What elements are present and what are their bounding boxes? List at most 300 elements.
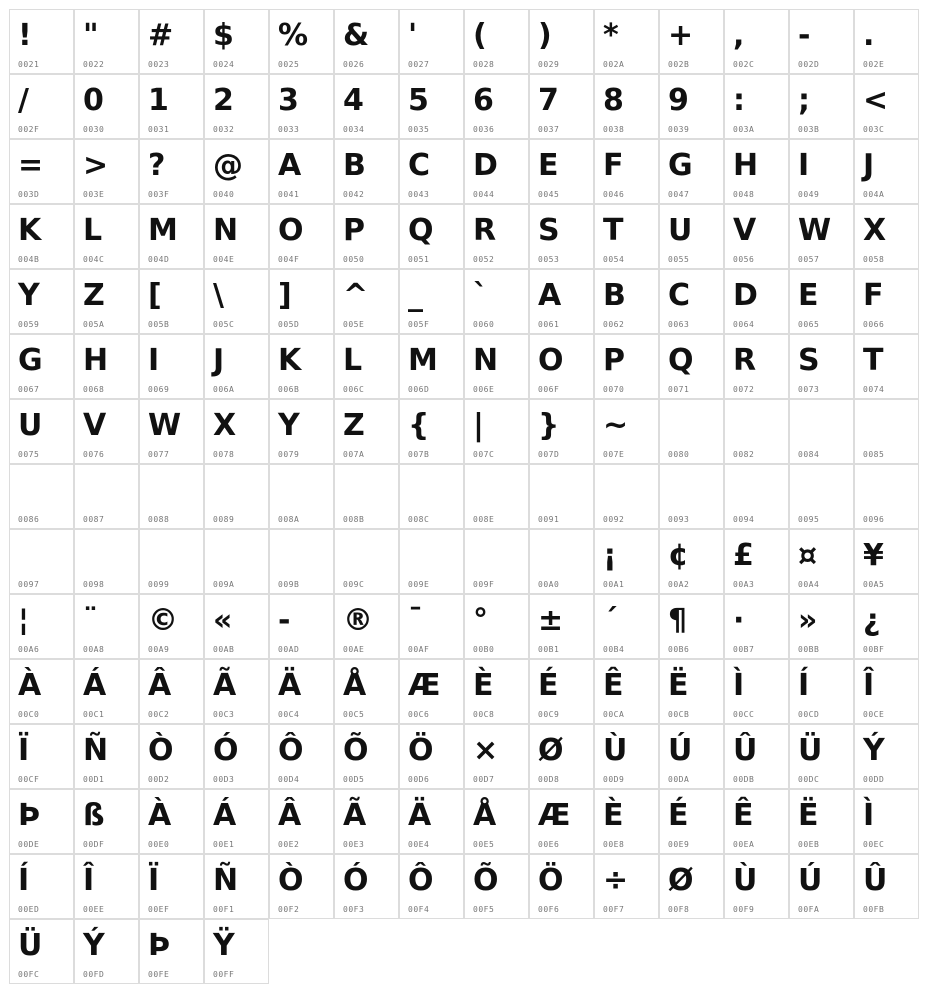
glyph-code: 00CA bbox=[603, 710, 625, 719]
glyph-code: 005D bbox=[278, 320, 300, 329]
glyph-cell bbox=[789, 594, 854, 659]
glyph-code: 005E bbox=[343, 320, 365, 329]
glyph-cell bbox=[724, 659, 789, 724]
glyph-cell bbox=[789, 789, 854, 854]
glyph-cell bbox=[789, 854, 854, 919]
glyph-char: Å bbox=[343, 668, 367, 703]
glyph-char: : bbox=[733, 83, 745, 118]
glyph-char: ` bbox=[473, 278, 488, 313]
glyph-code: 00D5 bbox=[343, 775, 365, 784]
glyph-char: _ bbox=[408, 278, 423, 313]
glyph-cell bbox=[399, 399, 464, 464]
glyph-cell bbox=[139, 9, 204, 74]
glyph-cell bbox=[334, 724, 399, 789]
glyph-code: 0040 bbox=[213, 190, 235, 199]
glyph-code: 008A bbox=[278, 515, 300, 524]
glyph-char: Ò bbox=[278, 863, 304, 898]
glyph-cell bbox=[659, 724, 724, 789]
glyph-code: 00B0 bbox=[473, 645, 495, 654]
glyph-cell bbox=[659, 594, 724, 659]
glyph-char: P bbox=[343, 213, 365, 248]
glyph-char: B bbox=[603, 278, 626, 313]
glyph-cell bbox=[789, 139, 854, 204]
glyph-char: É bbox=[668, 798, 689, 833]
glyph-char: ¶ bbox=[668, 603, 688, 638]
glyph-code: 00F6 bbox=[538, 905, 560, 914]
glyph-char: ¿ bbox=[863, 603, 881, 638]
glyph-char: I bbox=[148, 343, 160, 378]
glyph-code: 00D6 bbox=[408, 775, 430, 784]
glyph-cell bbox=[334, 789, 399, 854]
glyph-code: 00ED bbox=[18, 905, 40, 914]
glyph-code: 004F bbox=[278, 255, 300, 264]
glyph-code: 0024 bbox=[213, 60, 235, 69]
glyph-char: J bbox=[863, 148, 875, 183]
glyph-char: Ú bbox=[798, 863, 823, 898]
glyph-code: 00AB bbox=[213, 645, 235, 654]
glyph-cell bbox=[334, 594, 399, 659]
glyph-char: Æ bbox=[538, 798, 571, 833]
glyph-code: 00D9 bbox=[603, 775, 625, 784]
glyph-char: ) bbox=[538, 18, 552, 53]
glyph-cell bbox=[594, 269, 659, 334]
glyph-code: 0060 bbox=[473, 320, 495, 329]
glyph-char: × bbox=[473, 733, 499, 768]
glyph-char: Z bbox=[83, 278, 105, 313]
glyph-char: T bbox=[863, 343, 884, 378]
glyph-code: 002B bbox=[668, 60, 690, 69]
glyph-code: 0062 bbox=[603, 320, 625, 329]
glyph-code: 00F8 bbox=[668, 905, 690, 914]
glyph-code: 00EF bbox=[148, 905, 170, 914]
glyph-cell bbox=[724, 399, 789, 464]
glyph-code: 006E bbox=[473, 385, 495, 394]
glyph-char: Þ bbox=[148, 928, 171, 963]
glyph-char: { bbox=[408, 408, 430, 443]
glyph-cell bbox=[139, 399, 204, 464]
glyph-code: 0070 bbox=[603, 385, 625, 394]
glyph-char: , bbox=[733, 18, 745, 53]
glyph-cell bbox=[659, 334, 724, 399]
glyph-code: 003C bbox=[863, 125, 885, 134]
glyph-code: 00EE bbox=[83, 905, 105, 914]
glyph-char: W bbox=[148, 408, 182, 443]
glyph-char: £ bbox=[733, 538, 754, 573]
glyph-char: Ý bbox=[863, 733, 885, 768]
glyph-char: Ó bbox=[213, 733, 239, 768]
glyph-cell bbox=[139, 659, 204, 724]
glyph-cell bbox=[464, 789, 529, 854]
glyph-cell bbox=[529, 594, 594, 659]
glyph-code: 00F7 bbox=[603, 905, 625, 914]
glyph-cell bbox=[74, 139, 139, 204]
glyph-char: Ë bbox=[798, 798, 819, 833]
glyph-char: Ì bbox=[733, 668, 745, 703]
glyph-cell bbox=[139, 334, 204, 399]
glyph-code: 0077 bbox=[148, 450, 170, 459]
glyph-cell bbox=[854, 74, 919, 139]
glyph-cell bbox=[399, 334, 464, 399]
glyph-cell bbox=[854, 529, 919, 594]
glyph-code: 003F bbox=[148, 190, 170, 199]
glyph-cell bbox=[204, 854, 269, 919]
glyph-char: N bbox=[213, 213, 239, 248]
glyph-cell bbox=[269, 594, 334, 659]
glyph-code: 00D4 bbox=[278, 775, 300, 784]
glyph-code: 00C5 bbox=[343, 710, 365, 719]
glyph-code: 004B bbox=[18, 255, 40, 264]
glyph-cell bbox=[139, 269, 204, 334]
glyph-code: 0023 bbox=[148, 60, 170, 69]
glyph-char: Á bbox=[213, 798, 237, 833]
glyph-code: 0021 bbox=[18, 60, 40, 69]
glyph-char: Ã bbox=[343, 798, 367, 833]
glyph-char: Ò bbox=[148, 733, 174, 768]
glyph-char: Q bbox=[668, 343, 694, 378]
glyph-char: S bbox=[538, 213, 560, 248]
glyph-char: Û bbox=[863, 863, 888, 898]
glyph-cell bbox=[139, 919, 204, 984]
glyph-code: 00A6 bbox=[18, 645, 40, 654]
glyph-code: 0022 bbox=[83, 60, 105, 69]
glyph-char: S bbox=[798, 343, 820, 378]
glyph-cell bbox=[139, 854, 204, 919]
glyph-code: 0068 bbox=[83, 385, 105, 394]
glyph-char: ( bbox=[473, 18, 487, 53]
glyph-char: ´ bbox=[603, 603, 618, 638]
glyph-cell bbox=[529, 724, 594, 789]
glyph-code: 0098 bbox=[83, 580, 105, 589]
glyph-code: 0052 bbox=[473, 255, 495, 264]
glyph-cell bbox=[139, 724, 204, 789]
glyph-cell bbox=[9, 139, 74, 204]
glyph-char: E bbox=[798, 278, 819, 313]
glyph-code: 0055 bbox=[668, 255, 690, 264]
glyph-code: 00CD bbox=[798, 710, 820, 719]
glyph-char: Ö bbox=[408, 733, 434, 768]
glyph-char: M bbox=[148, 213, 178, 248]
glyph-cell bbox=[204, 334, 269, 399]
glyph-cell bbox=[464, 659, 529, 724]
glyph-char: D bbox=[733, 278, 758, 313]
glyph-cell bbox=[399, 139, 464, 204]
glyph-char: L bbox=[83, 213, 103, 248]
glyph-code: 003B bbox=[798, 125, 820, 134]
glyph-cell bbox=[594, 399, 659, 464]
glyph-cell bbox=[269, 399, 334, 464]
glyph-code: 00F9 bbox=[733, 905, 755, 914]
glyph-code: 006C bbox=[343, 385, 365, 394]
glyph-cell bbox=[9, 9, 74, 74]
glyph-code: 005F bbox=[408, 320, 430, 329]
glyph-char: V bbox=[733, 213, 757, 248]
glyph-cell bbox=[724, 269, 789, 334]
glyph-code: 00BF bbox=[863, 645, 885, 654]
glyph-code: 003D bbox=[18, 190, 40, 199]
glyph-cell bbox=[659, 204, 724, 269]
glyph-char: Q bbox=[408, 213, 434, 248]
glyph-char: - bbox=[798, 18, 811, 53]
glyph-code: 0097 bbox=[18, 580, 40, 589]
glyph-code: 0030 bbox=[83, 125, 105, 134]
glyph-char: Ñ bbox=[83, 733, 109, 768]
glyph-code: 0066 bbox=[863, 320, 885, 329]
glyph-cell bbox=[74, 529, 139, 594]
glyph-cell bbox=[74, 74, 139, 139]
glyph-code: 0039 bbox=[668, 125, 690, 134]
glyph-code: 0059 bbox=[18, 320, 40, 329]
glyph-char: 6 bbox=[473, 83, 494, 118]
glyph-code: 00DD bbox=[863, 775, 885, 784]
glyph-char: È bbox=[603, 798, 624, 833]
glyph-cell bbox=[399, 204, 464, 269]
glyph-code: 0091 bbox=[538, 515, 560, 524]
glyph-cell bbox=[659, 399, 724, 464]
glyph-char: Ô bbox=[408, 863, 434, 898]
glyph-cell bbox=[464, 464, 529, 529]
glyph-code: 0093 bbox=[668, 515, 690, 524]
glyph-char: 5 bbox=[408, 83, 429, 118]
glyph-code: 0087 bbox=[83, 515, 105, 524]
glyph-code: 00E4 bbox=[408, 840, 430, 849]
glyph-char: Ù bbox=[603, 733, 628, 768]
glyph-cell bbox=[464, 139, 529, 204]
glyph-cell bbox=[789, 724, 854, 789]
glyph-cell bbox=[74, 9, 139, 74]
glyph-code: 0089 bbox=[213, 515, 235, 524]
glyph-char: $ bbox=[213, 18, 234, 53]
glyph-char: ^ bbox=[343, 278, 369, 313]
glyph-code: 0099 bbox=[148, 580, 170, 589]
glyph-code: 0078 bbox=[213, 450, 235, 459]
glyph-cell bbox=[529, 789, 594, 854]
glyph-code: 00EA bbox=[733, 840, 755, 849]
glyph-code: 0036 bbox=[473, 125, 495, 134]
glyph-cell bbox=[594, 74, 659, 139]
glyph-char: Á bbox=[83, 668, 107, 703]
glyph-cell bbox=[74, 464, 139, 529]
glyph-code: 0056 bbox=[733, 255, 755, 264]
glyph-char: ? bbox=[148, 148, 166, 183]
glyph-cell bbox=[529, 74, 594, 139]
glyph-cell bbox=[74, 919, 139, 984]
glyph-char: O bbox=[538, 343, 564, 378]
glyph-cell bbox=[854, 724, 919, 789]
glyph-code: 0053 bbox=[538, 255, 560, 264]
glyph-cell bbox=[854, 139, 919, 204]
glyph-cell bbox=[464, 724, 529, 789]
glyph-char: H bbox=[83, 343, 109, 378]
glyph-char: Î bbox=[83, 863, 95, 898]
glyph-cell bbox=[269, 334, 334, 399]
glyph-code: 00D1 bbox=[83, 775, 105, 784]
glyph-code: 007D bbox=[538, 450, 560, 459]
glyph-code: 00EB bbox=[798, 840, 820, 849]
glyph-code: 0088 bbox=[148, 515, 170, 524]
glyph-char: 8 bbox=[603, 83, 624, 118]
glyph-code: 00E6 bbox=[538, 840, 560, 849]
glyph-cell bbox=[464, 334, 529, 399]
glyph-code: 0031 bbox=[148, 125, 170, 134]
glyph-code: 0029 bbox=[538, 60, 560, 69]
glyph-cell bbox=[334, 269, 399, 334]
glyph-code: 00DF bbox=[83, 840, 105, 849]
glyph-char: © bbox=[148, 603, 178, 638]
glyph-char: ¯ bbox=[408, 603, 423, 638]
glyph-char: X bbox=[863, 213, 887, 248]
glyph-char: G bbox=[18, 343, 43, 378]
glyph-code: 00A5 bbox=[863, 580, 885, 589]
glyph-code: 003E bbox=[83, 190, 105, 199]
glyph-char: 2 bbox=[213, 83, 234, 118]
glyph-cell bbox=[269, 529, 334, 594]
glyph-cell bbox=[529, 9, 594, 74]
glyph-code: 008C bbox=[408, 515, 430, 524]
glyph-cell bbox=[594, 464, 659, 529]
glyph-char: W bbox=[798, 213, 832, 248]
glyph-code: 0035 bbox=[408, 125, 430, 134]
glyph-cell bbox=[659, 139, 724, 204]
glyph-cell bbox=[334, 659, 399, 724]
glyph-char: ° bbox=[473, 603, 488, 638]
glyph-char: B bbox=[343, 148, 366, 183]
glyph-cell bbox=[724, 464, 789, 529]
glyph-cell bbox=[399, 594, 464, 659]
glyph-code: 0037 bbox=[538, 125, 560, 134]
glyph-code: 0086 bbox=[18, 515, 40, 524]
glyph-code: 009A bbox=[213, 580, 235, 589]
glyph-cell bbox=[724, 594, 789, 659]
glyph-char: P bbox=[603, 343, 625, 378]
glyph-code: 0042 bbox=[343, 190, 365, 199]
glyph-cell bbox=[269, 204, 334, 269]
glyph-char: Ï bbox=[148, 863, 160, 898]
glyph-cell bbox=[139, 789, 204, 854]
glyph-cell bbox=[789, 659, 854, 724]
glyph-cell bbox=[399, 724, 464, 789]
glyph-cell bbox=[659, 269, 724, 334]
glyph-code: 00DA bbox=[668, 775, 690, 784]
glyph-char: R bbox=[473, 213, 497, 248]
glyph-cell bbox=[204, 659, 269, 724]
glyph-code: 005B bbox=[148, 320, 170, 329]
glyph-cell bbox=[789, 269, 854, 334]
glyph-char: ¨ bbox=[83, 603, 98, 638]
glyph-cell bbox=[74, 854, 139, 919]
glyph-cell bbox=[724, 9, 789, 74]
glyph-cell bbox=[789, 9, 854, 74]
glyph-char: . bbox=[863, 18, 875, 53]
glyph-char: Ë bbox=[668, 668, 689, 703]
glyph-char: ® bbox=[343, 603, 373, 638]
glyph-char: Ú bbox=[668, 733, 693, 768]
glyph-code: 0027 bbox=[408, 60, 430, 69]
glyph-char: * bbox=[603, 18, 619, 53]
glyph-char: Â bbox=[278, 798, 302, 833]
glyph-cell bbox=[204, 789, 269, 854]
glyph-code: 0032 bbox=[213, 125, 235, 134]
glyph-code: 00C1 bbox=[83, 710, 105, 719]
glyph-cell bbox=[204, 594, 269, 659]
glyph-code: 00B1 bbox=[538, 645, 560, 654]
glyph-code: 002C bbox=[733, 60, 755, 69]
glyph-cell bbox=[464, 269, 529, 334]
glyph-cell bbox=[9, 399, 74, 464]
glyph-cell bbox=[9, 204, 74, 269]
glyph-char: ; bbox=[798, 83, 810, 118]
glyph-cell bbox=[269, 789, 334, 854]
glyph-char: & bbox=[343, 18, 370, 53]
glyph-char: % bbox=[278, 18, 309, 53]
glyph-cell bbox=[204, 399, 269, 464]
glyph-code: 00AD bbox=[278, 645, 300, 654]
glyph-char: Ê bbox=[603, 668, 624, 703]
glyph-cell bbox=[399, 269, 464, 334]
glyph-char: Ù bbox=[733, 863, 758, 898]
glyph-cell bbox=[659, 659, 724, 724]
glyph-cell bbox=[789, 464, 854, 529]
glyph-cell bbox=[659, 464, 724, 529]
glyph-code: 0051 bbox=[408, 255, 430, 264]
glyph-cell bbox=[529, 464, 594, 529]
glyph-char: Â bbox=[148, 668, 172, 703]
glyph-cell bbox=[464, 529, 529, 594]
glyph-code: 00D2 bbox=[148, 775, 170, 784]
glyph-cell bbox=[139, 139, 204, 204]
glyph-cell bbox=[9, 724, 74, 789]
glyph-code: 00B6 bbox=[668, 645, 690, 654]
glyph-char: Ä bbox=[408, 798, 432, 833]
glyph-char: X bbox=[213, 408, 237, 443]
glyph-code: 00CB bbox=[668, 710, 690, 719]
glyph-cell bbox=[334, 204, 399, 269]
glyph-cell bbox=[399, 789, 464, 854]
glyph-code: 00A8 bbox=[83, 645, 105, 654]
glyph-code: 00D8 bbox=[538, 775, 560, 784]
glyph-char: M bbox=[408, 343, 438, 378]
glyph-char: > bbox=[83, 148, 109, 183]
glyph-cell bbox=[74, 594, 139, 659]
glyph-char: Ý bbox=[83, 928, 105, 963]
glyph-cell bbox=[399, 9, 464, 74]
glyph-char: L bbox=[343, 343, 363, 378]
glyph-cell bbox=[74, 399, 139, 464]
glyph-code: 00FD bbox=[83, 970, 105, 979]
glyph-cell bbox=[74, 724, 139, 789]
glyph-cell bbox=[269, 464, 334, 529]
glyph-cell bbox=[334, 334, 399, 399]
glyph-code: 0026 bbox=[343, 60, 365, 69]
glyph-cell bbox=[594, 334, 659, 399]
glyph-char: @ bbox=[213, 148, 243, 183]
glyph-cell bbox=[399, 464, 464, 529]
glyph-cell bbox=[854, 854, 919, 919]
glyph-char: ¡ bbox=[603, 538, 617, 573]
glyph-char: Z bbox=[343, 408, 365, 443]
glyph-code: 0041 bbox=[278, 190, 300, 199]
glyph-cell bbox=[204, 204, 269, 269]
glyph-char: / bbox=[18, 83, 29, 118]
glyph-cell bbox=[789, 529, 854, 594]
glyph-cell bbox=[399, 854, 464, 919]
glyph-code: 0045 bbox=[538, 190, 560, 199]
glyph-cell bbox=[9, 789, 74, 854]
glyph-cell bbox=[464, 399, 529, 464]
glyph-cell bbox=[854, 204, 919, 269]
glyph-cell bbox=[529, 399, 594, 464]
glyph-cell bbox=[399, 659, 464, 724]
glyph-char: ÷ bbox=[603, 863, 629, 898]
